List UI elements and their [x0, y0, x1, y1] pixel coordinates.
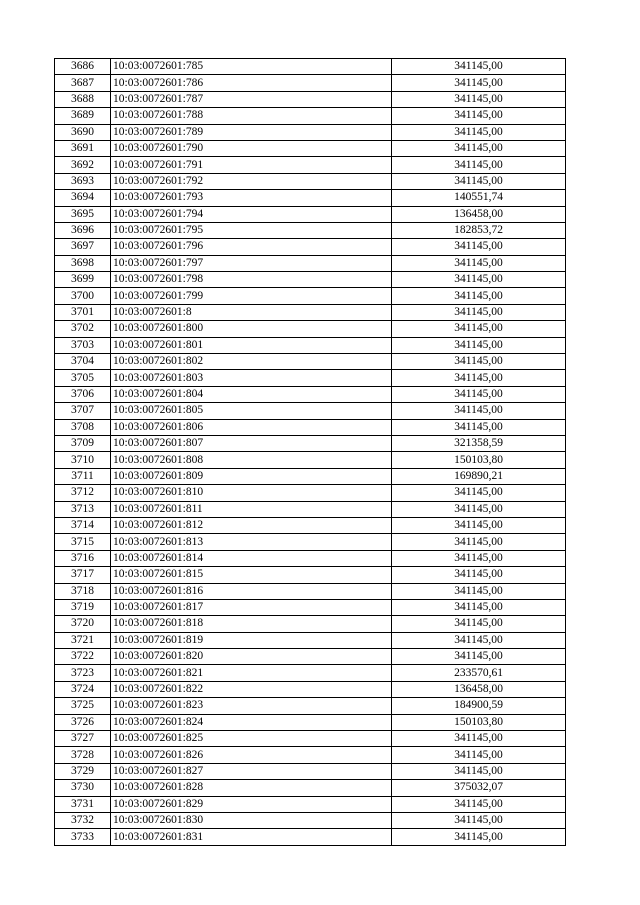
table-row [55, 632, 566, 648]
cadastral-number-cell: 10:03:0072601:799 [111, 288, 392, 304]
cadastral-number-cell: 10:03:0072601:803 [111, 370, 392, 386]
cadastral-number-cell: 10:03:0072601:823 [111, 698, 392, 714]
row-number-cell: 3704 [55, 354, 111, 370]
table-row [55, 550, 566, 566]
row-number-cell: 3722 [55, 649, 111, 665]
cadastral-number-cell: 10:03:0072601:810 [111, 485, 392, 501]
cadastral-number-cell: 10:03:0072601:794 [111, 206, 392, 222]
row-number-cell: 3729 [55, 763, 111, 779]
cadastral-number-cell: 10:03:0072601:806 [111, 419, 392, 435]
table-row [55, 485, 566, 501]
value-cell: 341145,00 [392, 829, 566, 845]
row-number-cell: 3694 [55, 190, 111, 206]
cadastral-number-cell: 10:03:0072601:791 [111, 157, 392, 173]
value-cell: 341145,00 [392, 370, 566, 386]
cadastral-number-cell: 10:03:0072601:812 [111, 517, 392, 533]
value-cell: 321358,59 [392, 435, 566, 451]
cadastral-number-cell: 10:03:0072601:830 [111, 812, 392, 828]
row-number-cell: 3695 [55, 206, 111, 222]
table-row [55, 386, 566, 402]
value-cell: 341145,00 [392, 108, 566, 124]
value-cell: 341145,00 [392, 321, 566, 337]
value-cell: 341145,00 [392, 763, 566, 779]
row-number-cell: 3697 [55, 239, 111, 255]
value-cell: 341145,00 [392, 288, 566, 304]
row-number-cell: 3696 [55, 222, 111, 238]
cadastral-number-cell: 10:03:0072601:816 [111, 583, 392, 599]
row-number-cell: 3700 [55, 288, 111, 304]
table-row [55, 501, 566, 517]
table-row [55, 157, 566, 173]
value-cell: 341145,00 [392, 599, 566, 615]
cadastral-number-cell: 10:03:0072601:821 [111, 665, 392, 681]
value-cell: 341145,00 [392, 812, 566, 828]
cadastral-number-cell: 10:03:0072601:788 [111, 108, 392, 124]
table-row [55, 59, 566, 75]
cadastral-number-cell: 10:03:0072601:797 [111, 255, 392, 271]
cadastral-number-cell: 10:03:0072601:808 [111, 452, 392, 468]
row-number-cell: 3733 [55, 829, 111, 845]
table-row [55, 403, 566, 419]
value-cell: 341145,00 [392, 632, 566, 648]
cadastral-number-cell: 10:03:0072601:798 [111, 272, 392, 288]
value-cell: 341145,00 [392, 649, 566, 665]
value-cell: 341145,00 [392, 304, 566, 320]
table-row [55, 747, 566, 763]
table-row [55, 829, 566, 845]
value-cell: 341145,00 [392, 239, 566, 255]
cadastral-number-cell: 10:03:0072601:785 [111, 59, 392, 75]
cadastral-number-cell: 10:03:0072601:787 [111, 91, 392, 107]
table-body [55, 59, 566, 846]
value-cell: 233570,61 [392, 665, 566, 681]
value-cell: 150103,80 [392, 452, 566, 468]
row-number-cell: 3692 [55, 157, 111, 173]
cadastral-number-cell: 10:03:0072601:805 [111, 403, 392, 419]
row-number-cell: 3716 [55, 550, 111, 566]
cadastral-number-cell: 10:03:0072601:813 [111, 534, 392, 550]
value-cell: 341145,00 [392, 616, 566, 632]
table-row [55, 255, 566, 271]
row-number-cell: 3727 [55, 731, 111, 747]
value-cell: 184900,59 [392, 698, 566, 714]
value-cell: 341145,00 [392, 567, 566, 583]
row-number-cell: 3698 [55, 255, 111, 271]
value-cell: 341145,00 [392, 501, 566, 517]
cadastral-number-cell: 10:03:0072601:827 [111, 763, 392, 779]
value-cell: 169890,21 [392, 468, 566, 484]
row-number-cell: 3711 [55, 468, 111, 484]
table-row [55, 91, 566, 107]
table-row [55, 206, 566, 222]
value-cell: 341145,00 [392, 59, 566, 75]
cadastral-number-cell: 10:03:0072601:8 [111, 304, 392, 320]
value-cell: 341145,00 [392, 731, 566, 747]
row-number-cell: 3703 [55, 337, 111, 353]
table-row [55, 731, 566, 747]
value-cell: 341145,00 [392, 386, 566, 402]
cadastral-number-cell: 10:03:0072601:819 [111, 632, 392, 648]
table-row [55, 75, 566, 91]
value-cell: 341145,00 [392, 337, 566, 353]
row-number-cell: 3707 [55, 403, 111, 419]
row-number-cell: 3721 [55, 632, 111, 648]
row-number-cell: 3714 [55, 517, 111, 533]
row-number-cell: 3686 [55, 59, 111, 75]
table-row [55, 140, 566, 156]
table-row [55, 124, 566, 140]
cadastral-number-cell: 10:03:0072601:793 [111, 190, 392, 206]
cadastral-number-cell: 10:03:0072601:818 [111, 616, 392, 632]
value-cell: 341145,00 [392, 354, 566, 370]
row-number-cell: 3712 [55, 485, 111, 501]
value-cell: 140551,74 [392, 190, 566, 206]
cadastral-number-cell: 10:03:0072601:796 [111, 239, 392, 255]
cadastral-number-cell: 10:03:0072601:789 [111, 124, 392, 140]
row-number-cell: 3728 [55, 747, 111, 763]
cadastral-number-cell: 10:03:0072601:815 [111, 567, 392, 583]
value-cell: 375032,07 [392, 780, 566, 796]
table-row [55, 435, 566, 451]
cadastral-number-cell: 10:03:0072601:831 [111, 829, 392, 845]
table-row [55, 763, 566, 779]
cadastral-number-cell: 10:03:0072601:802 [111, 354, 392, 370]
cadastral-number-cell: 10:03:0072601:801 [111, 337, 392, 353]
table-row [55, 567, 566, 583]
row-number-cell: 3730 [55, 780, 111, 796]
row-number-cell: 3732 [55, 812, 111, 828]
table-row [55, 812, 566, 828]
table-row [55, 337, 566, 353]
table-row [55, 272, 566, 288]
cadastral-number-cell: 10:03:0072601:800 [111, 321, 392, 337]
table-row [55, 354, 566, 370]
row-number-cell: 3706 [55, 386, 111, 402]
table-row [55, 468, 566, 484]
row-number-cell: 3689 [55, 108, 111, 124]
row-number-cell: 3715 [55, 534, 111, 550]
table-row [55, 222, 566, 238]
table-row [55, 665, 566, 681]
row-number-cell: 3713 [55, 501, 111, 517]
value-cell: 341145,00 [392, 255, 566, 271]
row-number-cell: 3726 [55, 714, 111, 730]
row-number-cell: 3691 [55, 140, 111, 156]
value-cell: 341145,00 [392, 517, 566, 533]
table-row [55, 304, 566, 320]
row-number-cell: 3701 [55, 304, 111, 320]
data-table [54, 58, 566, 846]
table-row [55, 173, 566, 189]
value-cell: 341145,00 [392, 534, 566, 550]
row-number-cell: 3709 [55, 435, 111, 451]
value-cell: 341145,00 [392, 140, 566, 156]
table-row [55, 452, 566, 468]
row-number-cell: 3702 [55, 321, 111, 337]
cadastral-number-cell: 10:03:0072601:807 [111, 435, 392, 451]
row-number-cell: 3723 [55, 665, 111, 681]
row-number-cell: 3710 [55, 452, 111, 468]
row-number-cell: 3687 [55, 75, 111, 91]
row-number-cell: 3705 [55, 370, 111, 386]
table-row [55, 321, 566, 337]
table-row [55, 419, 566, 435]
value-cell: 341145,00 [392, 75, 566, 91]
value-cell: 341145,00 [392, 485, 566, 501]
table-row [55, 190, 566, 206]
value-cell: 341145,00 [392, 583, 566, 599]
table-row [55, 108, 566, 124]
cadastral-number-cell: 10:03:0072601:814 [111, 550, 392, 566]
cadastral-number-cell: 10:03:0072601:790 [111, 140, 392, 156]
row-number-cell: 3699 [55, 272, 111, 288]
table-row [55, 583, 566, 599]
row-number-cell: 3690 [55, 124, 111, 140]
cadastral-number-cell: 10:03:0072601:804 [111, 386, 392, 402]
value-cell: 341145,00 [392, 272, 566, 288]
cadastral-number-cell: 10:03:0072601:786 [111, 75, 392, 91]
table-row [55, 288, 566, 304]
table-row [55, 599, 566, 615]
table-row [55, 370, 566, 386]
value-cell: 341145,00 [392, 91, 566, 107]
cadastral-number-cell: 10:03:0072601:829 [111, 796, 392, 812]
cadastral-number-cell: 10:03:0072601:811 [111, 501, 392, 517]
row-number-cell: 3725 [55, 698, 111, 714]
value-cell: 182853,72 [392, 222, 566, 238]
cadastral-number-cell: 10:03:0072601:809 [111, 468, 392, 484]
row-number-cell: 3724 [55, 681, 111, 697]
value-cell: 341145,00 [392, 173, 566, 189]
row-number-cell: 3718 [55, 583, 111, 599]
row-number-cell: 3717 [55, 567, 111, 583]
cadastral-number-cell: 10:03:0072601:824 [111, 714, 392, 730]
row-number-cell: 3688 [55, 91, 111, 107]
table-row [55, 780, 566, 796]
cadastral-number-cell: 10:03:0072601:822 [111, 681, 392, 697]
value-cell: 341145,00 [392, 747, 566, 763]
table-row [55, 714, 566, 730]
row-number-cell: 3731 [55, 796, 111, 812]
row-number-cell: 3719 [55, 599, 111, 615]
table-row [55, 698, 566, 714]
value-cell: 136458,00 [392, 681, 566, 697]
value-cell: 341145,00 [392, 419, 566, 435]
row-number-cell: 3693 [55, 173, 111, 189]
value-cell: 341145,00 [392, 550, 566, 566]
table-row [55, 796, 566, 812]
cadastral-number-cell: 10:03:0072601:792 [111, 173, 392, 189]
value-cell: 341145,00 [392, 124, 566, 140]
table-row [55, 616, 566, 632]
row-number-cell: 3720 [55, 616, 111, 632]
value-cell: 341145,00 [392, 403, 566, 419]
cadastral-number-cell: 10:03:0072601:828 [111, 780, 392, 796]
value-cell: 150103,80 [392, 714, 566, 730]
value-cell: 136458,00 [392, 206, 566, 222]
table-row [55, 649, 566, 665]
cadastral-number-cell: 10:03:0072601:795 [111, 222, 392, 238]
table-row [55, 517, 566, 533]
value-cell: 341145,00 [392, 157, 566, 173]
table-row [55, 681, 566, 697]
cadastral-number-cell: 10:03:0072601:817 [111, 599, 392, 615]
cadastral-number-cell: 10:03:0072601:820 [111, 649, 392, 665]
row-number-cell: 3708 [55, 419, 111, 435]
cadastral-number-cell: 10:03:0072601:825 [111, 731, 392, 747]
table-row [55, 534, 566, 550]
value-cell: 341145,00 [392, 796, 566, 812]
table-row [55, 239, 566, 255]
cadastral-number-cell: 10:03:0072601:826 [111, 747, 392, 763]
